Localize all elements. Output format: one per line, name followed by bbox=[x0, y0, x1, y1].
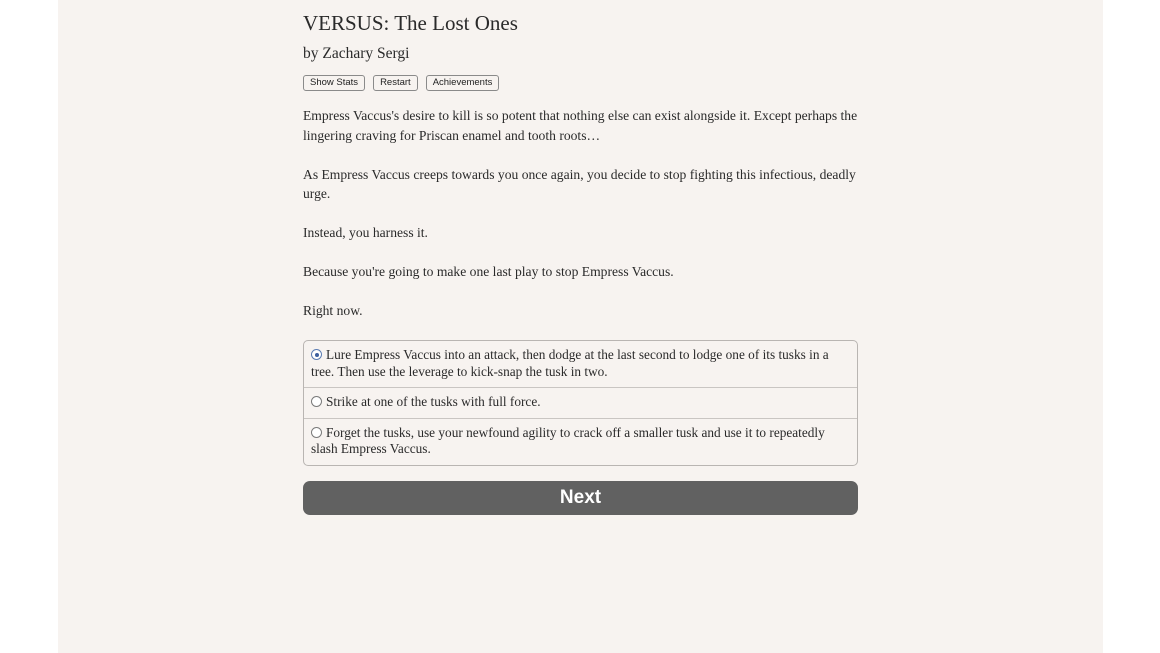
choice-option-3[interactable] bbox=[304, 418, 857, 465]
radio-selected-icon[interactable] bbox=[311, 349, 322, 360]
choice-option-1[interactable] bbox=[304, 341, 857, 387]
achievements-button[interactable]: Achievements bbox=[426, 75, 500, 91]
next-button[interactable]: Next bbox=[303, 481, 858, 515]
toolbar bbox=[303, 75, 858, 91]
story-text bbox=[303, 106, 858, 321]
choice-label: Lure Empress Vaccus into an attack, then dodge at the last second to lodge one of its tusks in a tree. Then use the leverage to kick-snap the tusk in two. bbox=[311, 347, 829, 379]
story-paragraph: Instead, you harness it. bbox=[303, 225, 428, 240]
content-column bbox=[303, 10, 858, 515]
show-stats-button[interactable]: Show Stats bbox=[303, 75, 365, 91]
story-paragraph: As Empress Vaccus creeps towards you once again, you decide to stop fighting this infectious, deadly urge. bbox=[303, 166, 856, 201]
story-paragraph: Because you're going to make one last play to stop Empress Vaccus. bbox=[303, 264, 674, 279]
restart-button[interactable]: Restart bbox=[373, 75, 418, 91]
radio-unselected-icon[interactable] bbox=[311, 427, 322, 438]
story-paragraph: Empress Vaccus's desire to kill is so potent that nothing else can exist alongside it. Except perhaps the lingering craving for Priscan enamel and tooth roots… bbox=[303, 108, 858, 143]
story-paragraph: Right now. bbox=[303, 303, 363, 318]
choice-list bbox=[303, 340, 858, 466]
game-title: VERSUS: The Lost Ones bbox=[303, 11, 518, 35]
game-page bbox=[58, 0, 1103, 653]
author-byline: by Zachary Sergi bbox=[303, 45, 410, 62]
choice-label: Forget the tusks, use your newfound agility to crack off a smaller tusk and use it to repeatedly slash Empress Vaccus. bbox=[311, 424, 825, 456]
choice-label: Strike at one of the tusks with full force. bbox=[326, 394, 541, 409]
radio-unselected-icon[interactable] bbox=[311, 396, 322, 407]
choice-option-2[interactable] bbox=[304, 387, 857, 418]
